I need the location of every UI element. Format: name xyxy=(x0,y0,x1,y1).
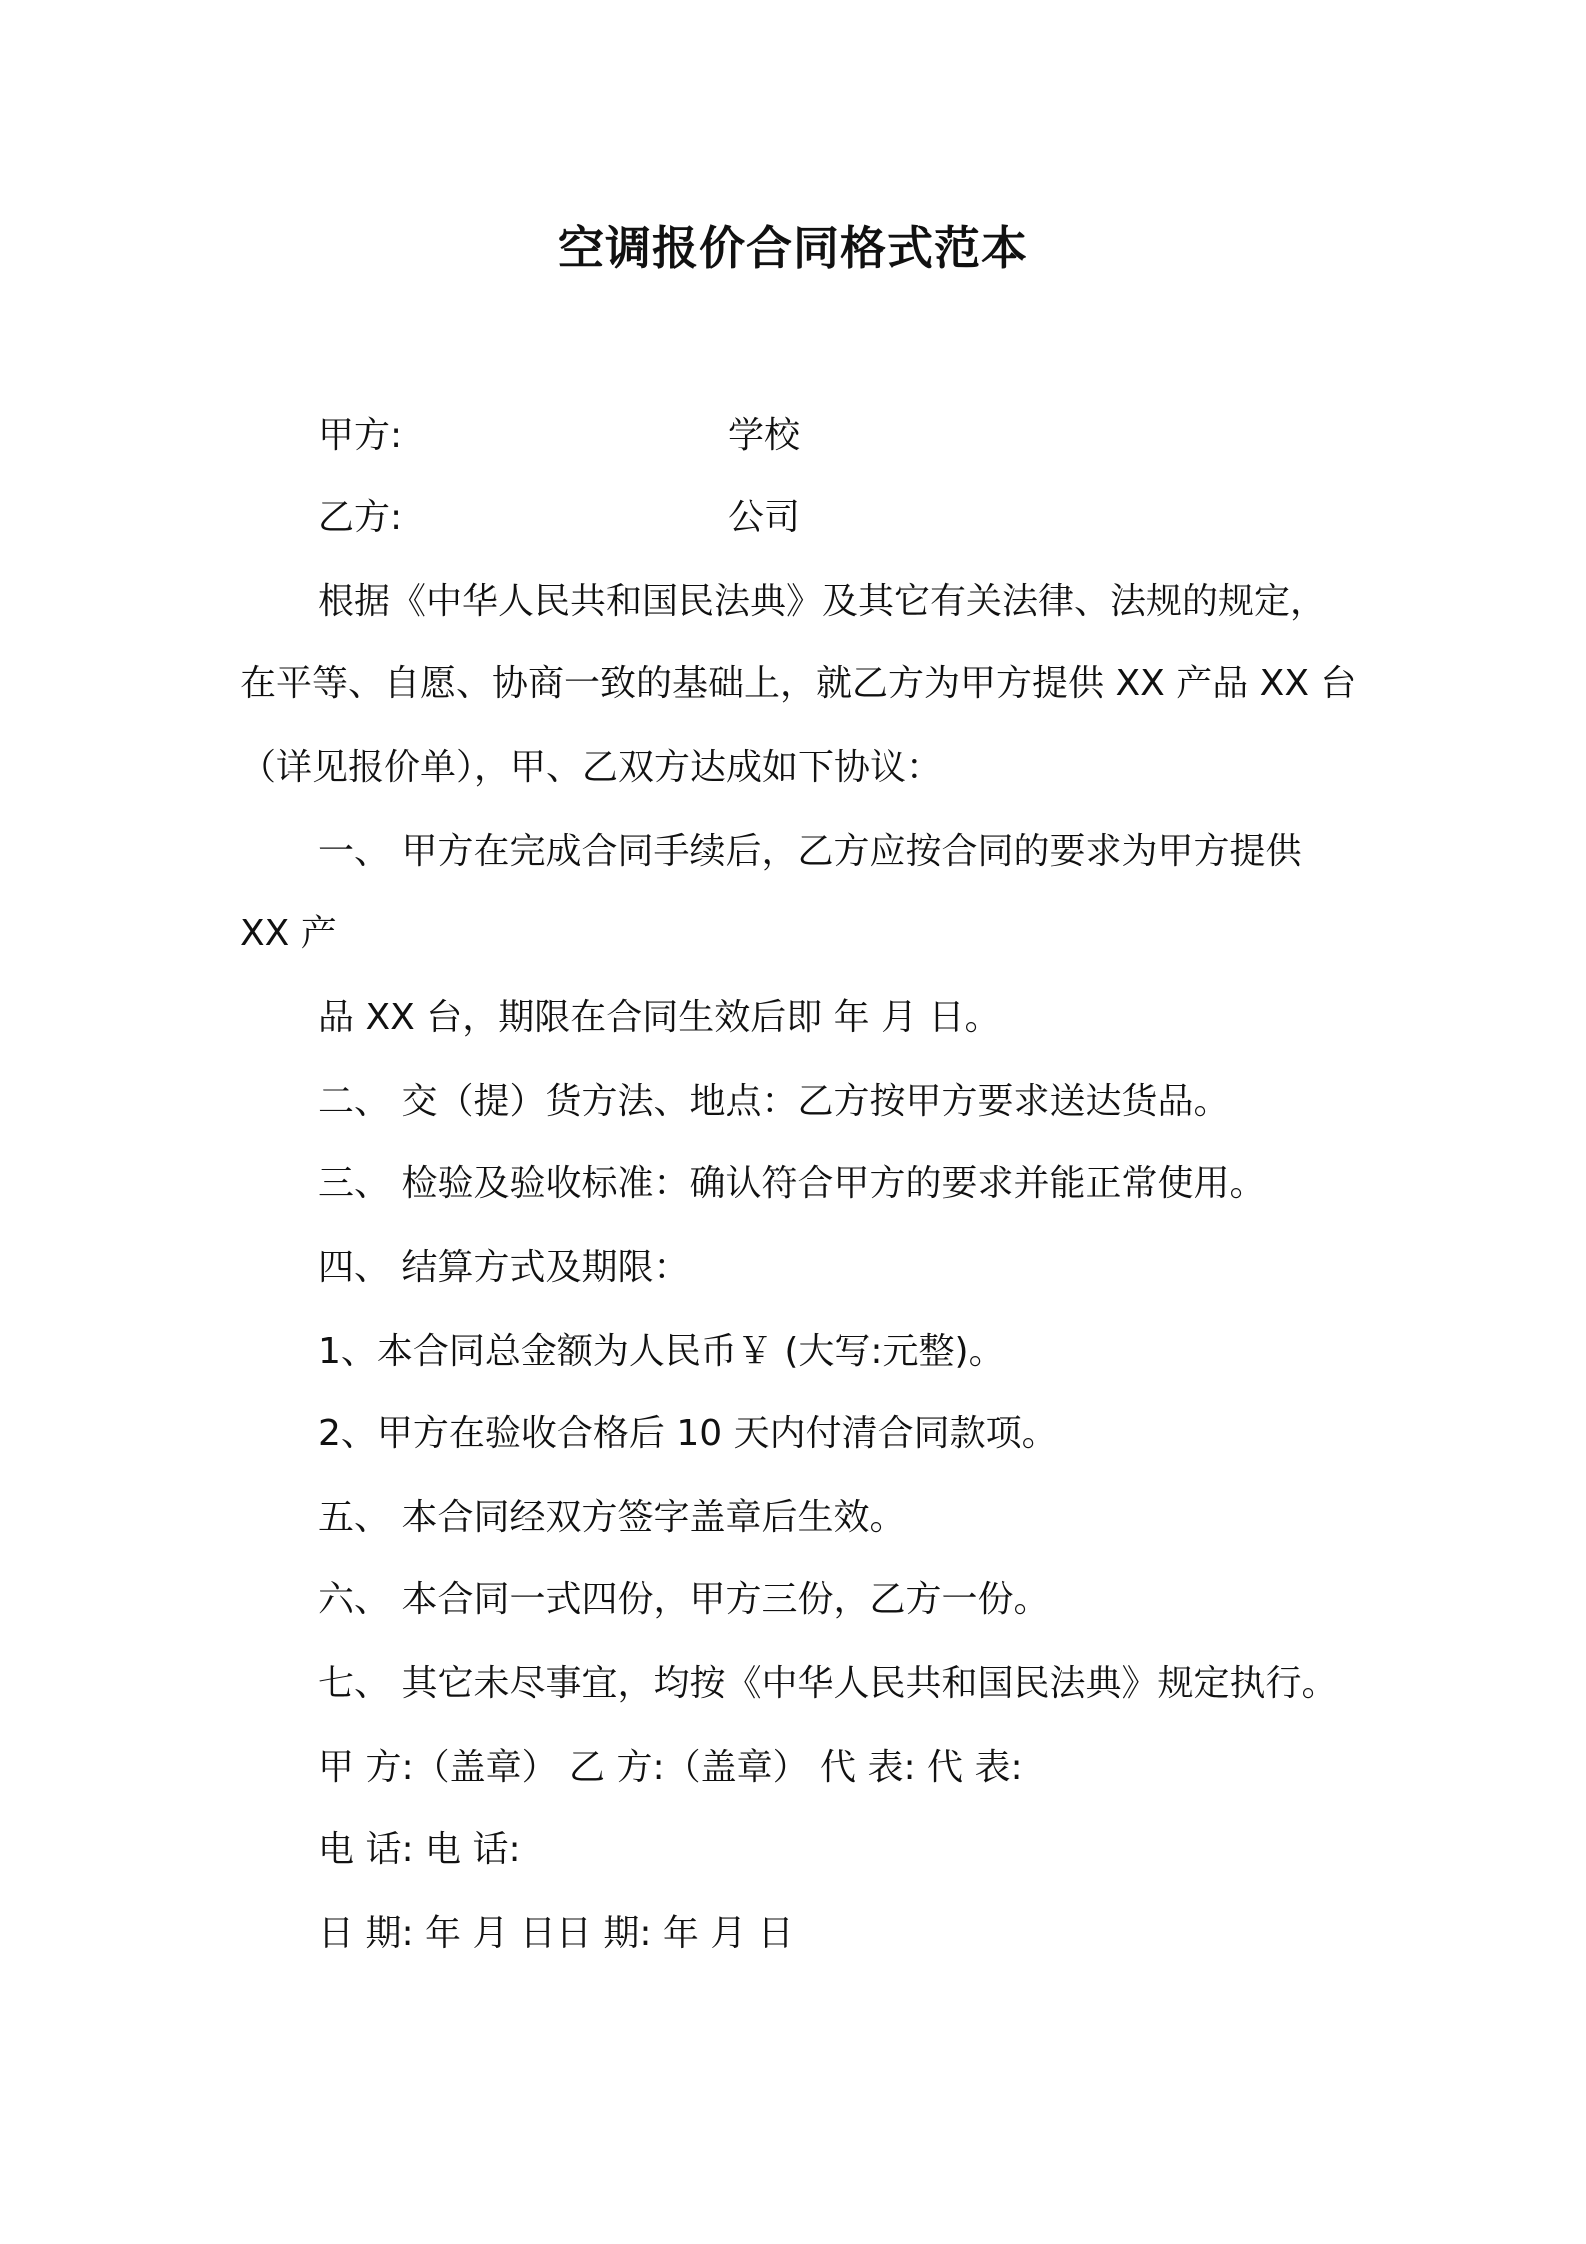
party-b-value: 公司 xyxy=(728,497,801,538)
clause-2: 二、 交（提）货方法、地点：乙方按甲方要求送达货品。 xyxy=(318,1081,1230,1122)
clause-1-line-3: 品 XX 台，期限在合同生效后即 年 月 日。 xyxy=(318,997,1001,1038)
party-a-label: 甲方: xyxy=(318,415,403,456)
clause-4-item-1: 1、本合同总金额为人民币￥ (大写:元整)。 xyxy=(318,1331,1005,1372)
intro-paragraph-line-1: 根据《中华人民共和国民法典》及其它有关法律、法规的规定， xyxy=(318,581,1327,622)
clause-1-line-1: 一、 甲方在完成合同手续后，乙方应按合同的要求为甲方提供 xyxy=(318,831,1302,872)
clause-1-line-2: XX 产 xyxy=(240,913,337,954)
signature-line: 甲 方:（盖章） 乙 方:（盖章） 代 表: 代 表: xyxy=(318,1747,1023,1788)
document-title: 空调报价合同格式范本 xyxy=(558,221,1028,275)
clause-3: 三、 检验及验收标准：确认符合甲方的要求并能正常使用。 xyxy=(318,1163,1266,1204)
clause-7: 七、 其它未尽事宜，均按《中华人民共和国民法典》规定执行。 xyxy=(318,1663,1338,1704)
phone-line: 电 话: 电 话: xyxy=(318,1829,521,1870)
party-a-value: 学校 xyxy=(728,415,801,456)
clause-4: 四、 结算方式及期限： xyxy=(318,1247,690,1288)
date-line: 日 期: 年 月 日日 期: 年 月 日 xyxy=(318,1913,794,1954)
clause-4-item-2: 2、甲方在验收合格后 10 天内付清合同款项。 xyxy=(318,1413,1058,1454)
clause-5: 五、 本合同经双方签字盖章后生效。 xyxy=(318,1497,906,1538)
clause-6: 六、 本合同一式四份，甲方三份，乙方一份。 xyxy=(318,1579,1050,1620)
party-b-label: 乙方: xyxy=(318,497,403,538)
intro-paragraph-line-2: 在平等、自愿、协商一致的基础上，就乙方为甲方提供 XX 产品 XX 台 xyxy=(240,663,1357,704)
intro-paragraph-line-3: （详见报价单），甲、乙双方达成如下协议： xyxy=(240,747,943,788)
